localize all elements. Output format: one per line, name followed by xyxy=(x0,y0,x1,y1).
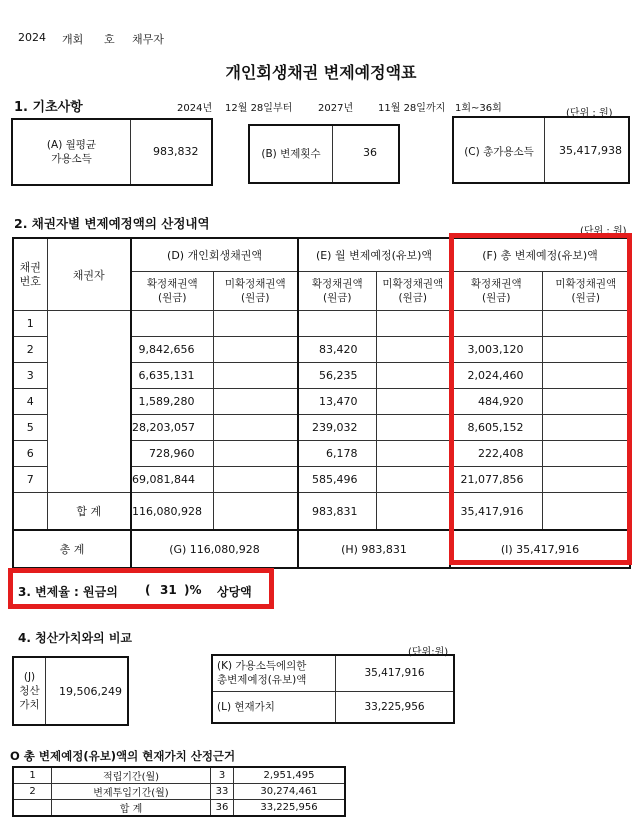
row-d-fixed: 9,842,656 xyxy=(131,337,213,363)
header-case-label: 개회 xyxy=(62,33,84,46)
l-label: (L) 현재가치 xyxy=(212,691,336,723)
row-f-fixed: 222,408 xyxy=(450,441,542,467)
total-g: (G) 116,080,928 xyxy=(131,530,298,568)
box-a-value: 983,832 xyxy=(153,145,199,158)
section1-unit: (단위 : 원) xyxy=(566,108,613,119)
total-i: (I) 35,417,916 xyxy=(450,530,630,568)
box-j-value: 19,506,249 xyxy=(59,685,122,698)
highlight-f-column xyxy=(449,233,632,565)
section5-heading: O 총 변제예정(유보)액의 현재가치 산정근거 xyxy=(10,749,236,763)
calc-row-label: 적립기간(월) xyxy=(52,767,211,784)
calc-total-row xyxy=(13,800,345,817)
total-label: 총 계 xyxy=(13,530,131,568)
section2-unit: (단위 : 원) xyxy=(580,226,627,237)
period-rounds: 1회~36회 xyxy=(455,103,502,114)
row-d-fixed: 69,081,844 xyxy=(131,467,213,493)
page-title: 개인회생채권 변제예정액표 xyxy=(225,63,417,82)
row-e-fixed: 239,032 xyxy=(298,415,376,441)
sum-f: 35,417,916 xyxy=(450,493,542,531)
calc-row-amount: 30,274,461 xyxy=(234,784,346,800)
row-no: 4 xyxy=(13,389,47,415)
row-f-fixed: 8,605,152 xyxy=(450,415,542,441)
row-d-fixed: 28,203,057 xyxy=(131,415,213,441)
group-header-f: (F) 총 변제예정(유보)액 xyxy=(450,238,630,272)
calc-total-label: 합 계 xyxy=(52,800,211,817)
row-d-fixed: 6,635,131 xyxy=(131,363,213,389)
comparison-table xyxy=(211,654,455,724)
period-start-year: 2024년 xyxy=(177,103,213,114)
col-header-creditor: 채권자 xyxy=(47,238,131,311)
box-c-label: (C) 총가용소득 xyxy=(464,146,534,158)
col-header-no: 채권 번호 xyxy=(13,238,47,311)
box-c-total-income xyxy=(452,116,630,184)
row-d-fixed xyxy=(131,311,213,337)
header-debtor-label: 채무자 xyxy=(132,33,164,46)
box-a-label: (A) 월평균 가용소득 xyxy=(46,139,97,165)
row-e-fixed: 56,235 xyxy=(298,363,376,389)
row-no: 7 xyxy=(13,467,47,493)
calc-total-months: 36 xyxy=(211,800,234,817)
section4-heading: 4. 청산가치와의 비교 xyxy=(18,631,133,645)
box-b-label: (B) 변제횟수 xyxy=(261,148,321,160)
header-no-label: 호 xyxy=(104,33,115,46)
rate-prefix: 3. 변제율 : 원금의 xyxy=(18,585,118,599)
box-b-repayment-count xyxy=(248,124,400,184)
rate-open: ( xyxy=(145,583,151,597)
header-year: 2024 xyxy=(18,31,46,44)
box-j-liquidation-value xyxy=(12,656,129,726)
creditor-name-cell xyxy=(47,311,131,493)
section1-heading: 1. 기초사항 xyxy=(14,100,83,115)
row-f-fixed: 3,003,120 xyxy=(450,337,542,363)
table-row xyxy=(13,767,345,784)
box-b-value: 36 xyxy=(363,146,377,159)
sub-header-e-fixed: 확정채권액 (원금) xyxy=(298,272,376,311)
sum-d: 116,080,928 xyxy=(131,493,213,531)
row-e-fixed: 6,178 xyxy=(298,441,376,467)
calc-row-no: 2 xyxy=(13,784,52,800)
period-start-md: 12월 28일부터 xyxy=(225,103,293,114)
section2-heading: 2. 채권자별 변제예정액의 산정내역 xyxy=(14,216,210,231)
k-value: 35,417,916 xyxy=(336,655,455,691)
rate-value: 31 xyxy=(160,583,177,597)
period-end-md: 11월 28일까지 xyxy=(378,103,446,114)
calc-row-label: 변제투입기간(월) xyxy=(52,784,211,800)
row-e-fixed: 13,470 xyxy=(298,389,376,415)
row-e-fixed xyxy=(298,311,376,337)
table-row xyxy=(13,784,345,800)
sub-header-d-unfixed: 미확정채권액 (원금) xyxy=(213,272,298,311)
row-no: 5 xyxy=(13,415,47,441)
sub-header-f-fixed: 확정채권액 (원금) xyxy=(450,272,542,311)
box-c-value: 35,417,938 xyxy=(559,144,622,157)
row-f-fixed: 484,920 xyxy=(450,389,542,415)
rate-close: )% xyxy=(184,583,202,597)
total-h: (H) 983,831 xyxy=(298,530,450,568)
row-f-fixed: 2,024,460 xyxy=(450,363,542,389)
calc-row-months: 3 xyxy=(211,767,234,784)
rate-suffix: 상당액 xyxy=(217,585,252,599)
row-d-fixed: 728,960 xyxy=(131,441,213,467)
group-header-e: (E) 월 변제예정(유보)액 xyxy=(298,238,450,272)
row-f-fixed: 21,077,856 xyxy=(450,467,542,493)
k-label: (K) 가용소득에의한 총변제예정(유보)액 xyxy=(212,655,336,691)
sub-header-d-fixed: 확정채권액 (원금) xyxy=(131,272,213,311)
row-no: 6 xyxy=(13,441,47,467)
row-e-fixed: 83,420 xyxy=(298,337,376,363)
sub-header-f-unfixed: 미확정채권액 (원금) xyxy=(542,272,630,311)
calc-row-no: 1 xyxy=(13,767,52,784)
row-no: 2 xyxy=(13,337,47,363)
calc-row-months: 33 xyxy=(211,784,234,800)
period-end-year: 2027년 xyxy=(318,103,354,114)
calc-total-amount: 33,225,956 xyxy=(234,800,346,817)
box-a-monthly-income xyxy=(11,118,213,186)
box-j-label: (J) 청산 가치 xyxy=(19,671,40,711)
sum-label: 합 계 xyxy=(47,493,131,531)
section4-unit: (단위:원) xyxy=(408,647,449,658)
sub-header-e-unfixed: 미확정채권액 (원금) xyxy=(376,272,450,311)
sum-e: 983,831 xyxy=(298,493,376,531)
row-no: 3 xyxy=(13,363,47,389)
calc-row-amount: 2,951,495 xyxy=(234,767,346,784)
row-no: 1 xyxy=(13,311,47,337)
group-header-d: (D) 개인회생채권액 xyxy=(131,238,298,272)
present-value-calc-table xyxy=(12,766,346,817)
row-d-fixed: 1,589,280 xyxy=(131,389,213,415)
l-value: 33,225,956 xyxy=(336,691,455,723)
row-e-fixed: 585,496 xyxy=(298,467,376,493)
